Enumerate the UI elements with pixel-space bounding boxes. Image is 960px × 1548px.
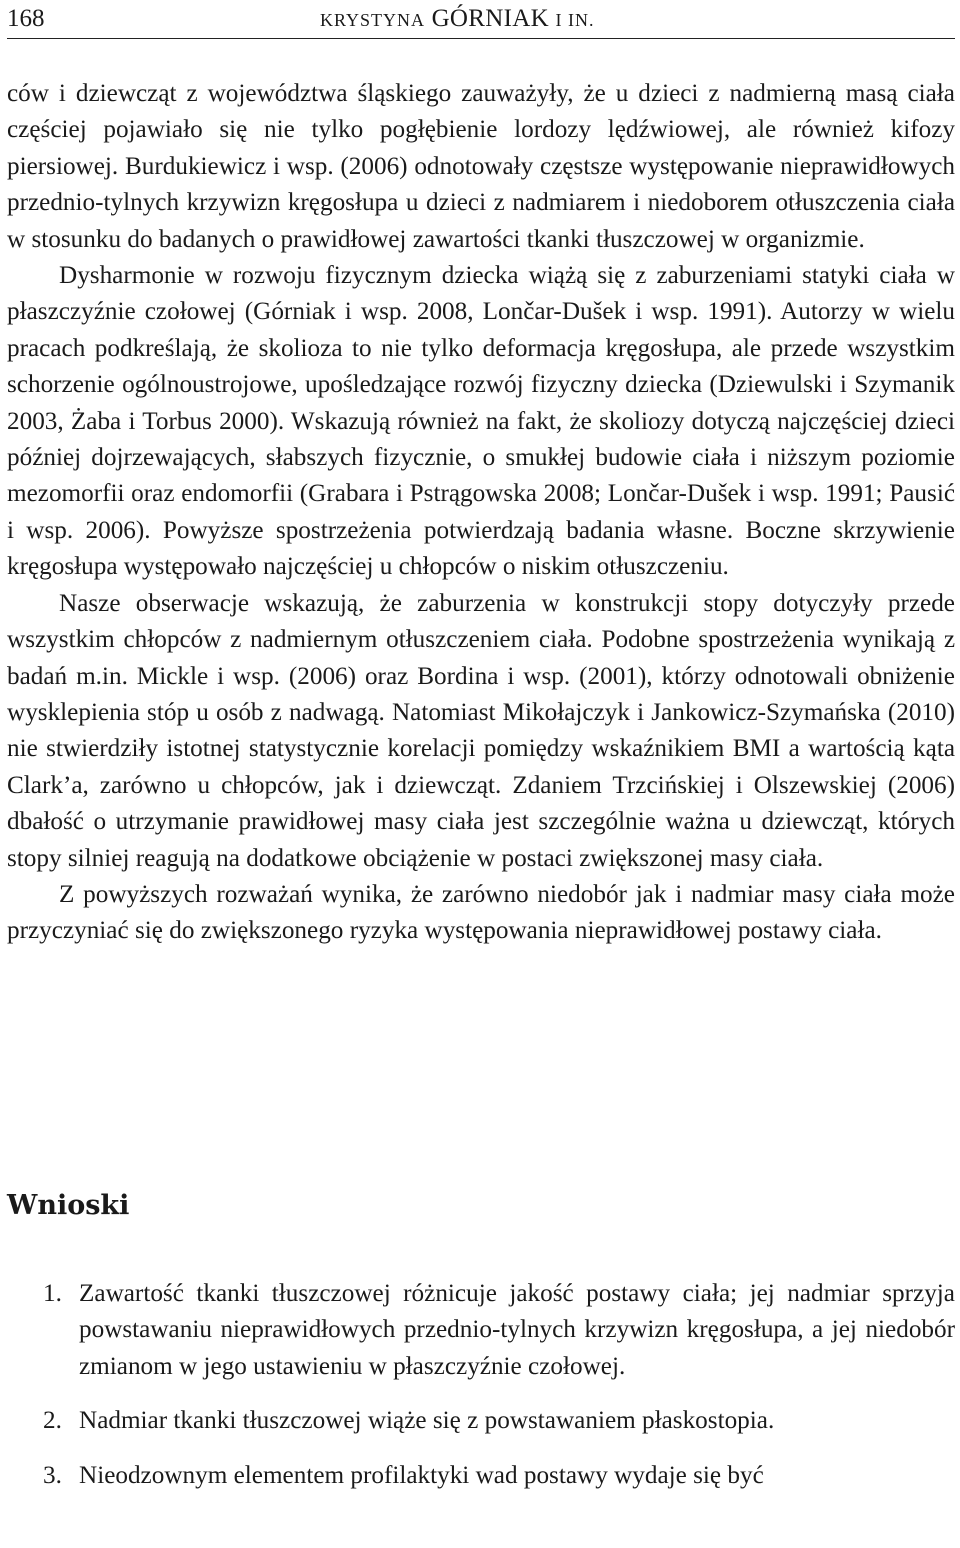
page-number: 168 [7,5,45,32]
list-text: Nieodzownym elementem profilaktyki wad postawy wydaje się być [79,1461,764,1489]
list-number: 3. [43,1461,62,1489]
running-title: KRYSTYNA GÓRNIAK I IN. [320,5,595,32]
body-text [7,76,955,950]
paragraph: Z powyższych rozważań wynika, że zarówno niedobór jak i nadmiar masy ciała może przyczyniać się do zwiększonego ryzyka występowania nieprawidłowej postawy ciała. [7,880,955,945]
section-heading: Wnioski [7,1190,130,1221]
list-text: Nadmiar tkanki tłuszczowej wiąże się z powstawaniem płaskostopia. [79,1407,775,1435]
list-number: 2. [43,1407,62,1435]
document-page [7,0,955,1548]
paragraph: Nasze obserwacje wskazują, że zaburzenia w konstrukcji stopy dotyczyły przede wszystkim chłopców z nadmiernym otłuszczeniem ciała. Podobne spostrzeżenia wynikają z badań m.in. Mickle i wsp. (2006) oraz Bordina i wsp. (2001), którzy odnotowali obniżenie wysklepienia stóp u osób z nadwagą. Natomiast Mikołajczyk i Jankowicz-Szymańska (2010) nie stwierdziły istotnej statystycznie korelacji pomiędzy wskaźnikiem BMI a wartością kąta Clark’a, zarówno u chłopców, jak i dziewcząt. Zdaniem Trzcińskiej i Olszewskiej (2006) dbałość o utrzymanie prawidłowej masy ciała jest szczególnie ważna u dziewcząt, których stopy silniej reagują na dodatkowe obciążenie w postaci zwiększonej masy ciała. [7,589,955,872]
paragraph: ców i dziewcząt z województwa śląskiego zauważyły, że u dzieci z nadmierną masą ciała częściej pojawiało się nie tylko pogłębienie lordozy lędźwiowej, ale również kifozy piersiowej. Burdukiewicz i wsp. (2006) odnotowały częstsze występowanie nieprawidłowych przednio-tylnych krzywizn kręgosłupa u dzieci z nadmiarem i niedoborem otłuszczenia ciała w stosunku do badanych o prawidłowej zawartości tkanki tłuszczowej w organizmie. [7,80,955,253]
list-text: Zawartość tkanki tłuszczowej różnicuje jakość postawy ciała; jej nadmiar sprzyja powstawaniu nieprawidłowych przednio-tylnych krzywizn kręgosłupa, a jej niedobór zmianom w jego ustawieniu w płaszczyźnie czołowej. [79,1280,955,1380]
running-head [7,3,955,35]
list-item [7,1403,955,1439]
paragraph: Dysharmonie w rozwoju fizycznym dziecka wiążą się z zaburzeniami statyki ciała w płaszczyźnie czołowej (Górniak i wsp. 2008, Lončar-Dušek i wsp. 1991). Autorzy w wielu pracach podkreślają, że skolioza to nie tylko deformacja kręgosłupa, ale przede wszystkim schorzenie ogólnoustrojowe, upośledzające rozwój fizyczny dziecka (Dziewulski i Szymanik 2003, Żaba i Torbus 2000). Wskazują również na fakt, że skoliozy dotyczą najczęściej dzieci później dojrzewających, słabszych fizycznie, o smukłej budowie ciała i niższym poziomie mezomorfii oraz endomorfii (Grabara i Pstrągowska 2008; Lončar-Dušek i wsp. 1991; Pausić i wsp. 2006). Powyższe spostrzeżenia potwierdzają badania własne. Boczne skrzywienie kręgosłupa występowało najczęściej u chłopców o niskim otłuszczeniu. [7,262,955,581]
conclusions-list [7,1276,955,1494]
list-item [7,1458,955,1494]
header-rule [7,38,955,39]
list-item [7,1276,955,1385]
list-number: 1. [43,1280,62,1307]
